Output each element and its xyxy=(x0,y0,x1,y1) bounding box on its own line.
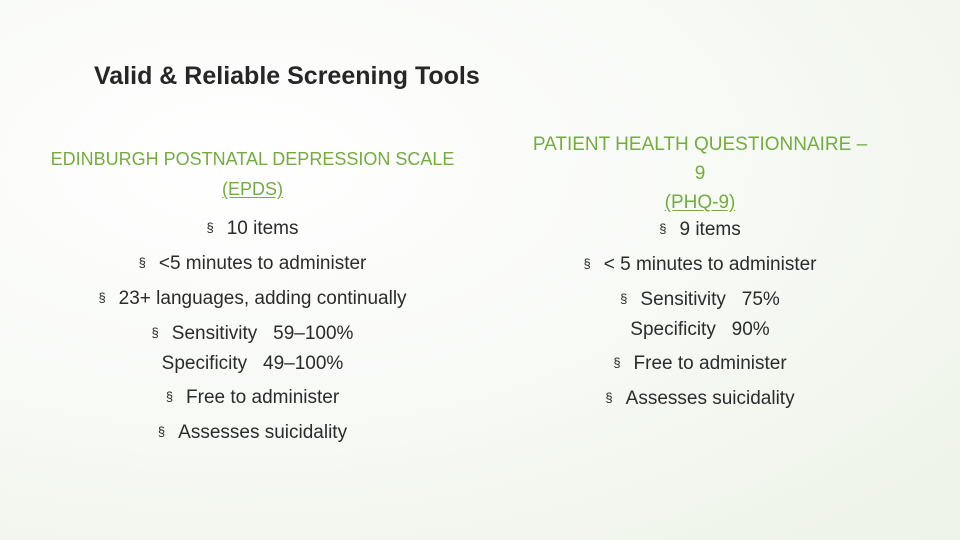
bullet-icon: § xyxy=(206,220,214,235)
epds-heading-name: EDINBURGH POSTNATAL DEPRESSION SCALE xyxy=(50,149,455,169)
phq9-heading-number: 9 xyxy=(694,163,706,184)
epds-column xyxy=(20,144,485,453)
bullet-icon: § xyxy=(138,255,146,270)
phq9-heading-abbr: (PHQ-9) xyxy=(664,192,736,213)
slide-title: Valid & Reliable Screening Tools xyxy=(94,62,480,90)
list-item: § Sensitivity 59–100% Specificity 49–100% xyxy=(151,323,354,374)
list-item: § 10 items xyxy=(206,218,299,239)
bullet-icon: § xyxy=(620,291,628,306)
phq9-heading-name: PATIENT HEALTH QUESTIONNAIRE – xyxy=(532,134,868,155)
bullet-icon: § xyxy=(165,389,174,404)
bullet-icon: § xyxy=(583,256,591,271)
phq9-heading xyxy=(505,130,895,217)
list-item: § Free to administer xyxy=(613,353,787,374)
bullet-icon: § xyxy=(659,221,667,236)
bullet-icon: § xyxy=(605,390,613,405)
bullet-icon: § xyxy=(151,325,159,340)
list-item: § <5 minutes to administer xyxy=(138,253,367,274)
list-item: § 23+ languages, adding continually xyxy=(98,288,407,309)
list-item: § Assesses suicidality xyxy=(605,388,795,409)
epds-heading xyxy=(20,144,485,204)
epds-heading-abbr: (EPDS) xyxy=(221,179,283,199)
list-item: § Assesses suicidality xyxy=(157,422,348,443)
bullet-icon: § xyxy=(98,290,106,305)
list-item: § 9 items xyxy=(659,219,741,240)
list-item: § Free to administer xyxy=(165,387,340,408)
list-item: § Sensitivity 75% Specificity 90% xyxy=(620,289,780,340)
bullet-icon: § xyxy=(157,424,166,439)
phq9-list xyxy=(505,215,895,414)
epds-list xyxy=(20,214,485,448)
bullet-icon: § xyxy=(613,355,621,370)
phq9-column xyxy=(505,130,895,419)
list-item: § < 5 minutes to administer xyxy=(583,254,817,275)
